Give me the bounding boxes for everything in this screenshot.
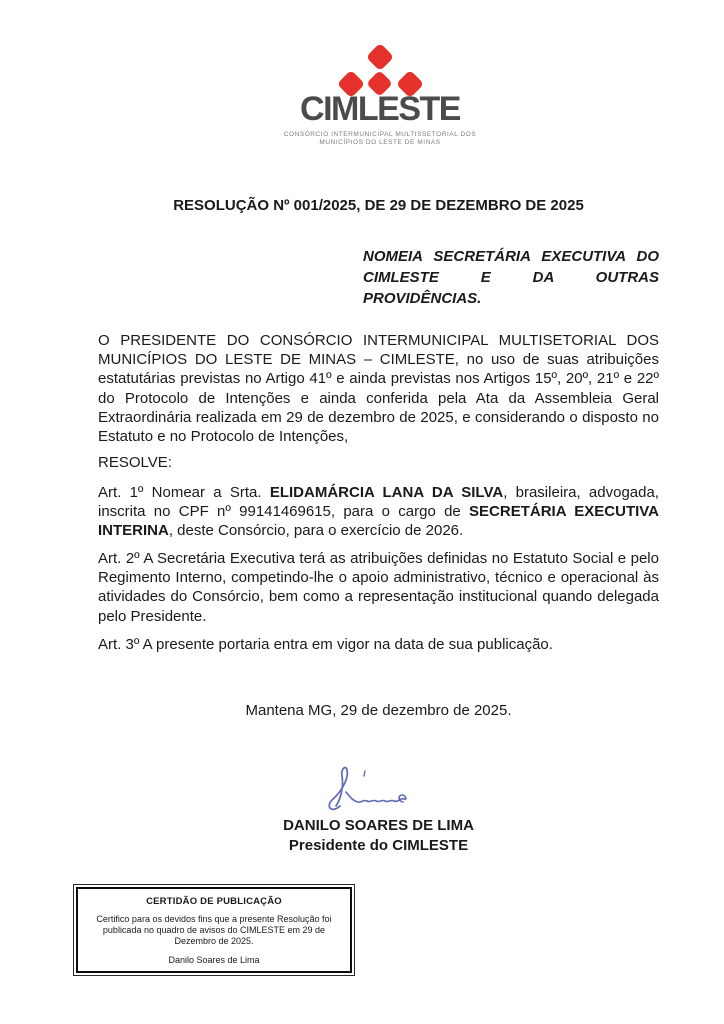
logo-brand-name: CIMLESTE <box>300 90 460 128</box>
logo-subtitle <box>230 131 530 147</box>
article-2-paragraph: Art. 2º A Secretária Executiva terá as atribuições definidas no Estatuto Social e pelo Regimento Interno, competindo-lhe o apoio administrativo, técnico e operacional às atividades do Consórcio, bem como a representação institucional quando delegada pelo Presidente. <box>98 550 659 625</box>
signer-name: DANILO SOARES DE LIMA <box>283 817 474 834</box>
appointee-role: SECRETÁRIA EXECUTIVA INTERINA <box>98 503 659 540</box>
logo-subtitle-line1: CONSÓRCIO INTERMUNICIPAL MULTISSETORIAL DOS <box>283 131 477 138</box>
signer-role: Presidente do CIMLESTE <box>288 837 469 854</box>
article-1-text: , deste Consórcio, para o exercício de 2026. <box>168 522 464 540</box>
logo-subtitle-line2: MUNICÍPIOS DO LESTE DE MINAS <box>319 139 441 146</box>
handwritten-signature <box>323 764 417 816</box>
diamond-icon <box>366 43 394 71</box>
resolve-line: RESOLVE: <box>98 454 172 471</box>
certificate-heading: CERTIDÃO DE PUBLICAÇÃO <box>146 896 282 907</box>
article-3-paragraph: Art. 3º A presente portaria entra em vigor na data de sua publicação. <box>98 636 553 653</box>
publication-certificate-box <box>73 884 355 976</box>
certificate-text: Certifico para os devidos fins que a presente Resolução foi publicada no quadro de avisos do CIMLESTE em 29 de Dezembro de 2025. <box>96 914 332 946</box>
publication-certificate-inner <box>76 887 352 973</box>
article-1-text: Art. 1º Nomear a Srta. <box>98 484 270 501</box>
epigraph-summary: NOMEIA SECRETÁRIA EXECUTIVA DO CIMLESTE E DA OUTRAS PROVIDÊNCIAS. <box>363 248 659 307</box>
appointee-name: ELIDAMÁRCIA LANA DA SILVA <box>269 484 504 501</box>
place-date-line: Mantena MG, 29 de dezembro de 2025. <box>245 702 512 719</box>
certificate-signer: Danilo Soares de Lima <box>168 955 260 965</box>
article-1-text: , brasileira, advogada, inscrita no CPF nº 99141469615, para o cargo de <box>98 484 659 521</box>
article-1-paragraph <box>98 483 659 541</box>
preamble-paragraph: O PRESIDENTE DO CONSÓRCIO INTERMUNICIPAL MULTISETORIAL DOS MUNICÍPIOS DO LESTE DE MINAS – CIMLESTE, no uso de suas atribuições estatutárias previstas no Artigo 41º e ainda previstas nos Artigos 15º, 20º, 21º e 22º do Protocolo de Intenções e ainda conferida pela Ata da Assembleia Geral Extraordinária realizada em 29 de dezembro de 2025, e considerando o disposto no Estatuto e no Protocolo de Intenções, <box>98 332 659 446</box>
resolution-title: RESOLUÇÃO Nº 001/2025, DE 29 DE DEZEMBRO DE 2025 <box>173 197 584 214</box>
